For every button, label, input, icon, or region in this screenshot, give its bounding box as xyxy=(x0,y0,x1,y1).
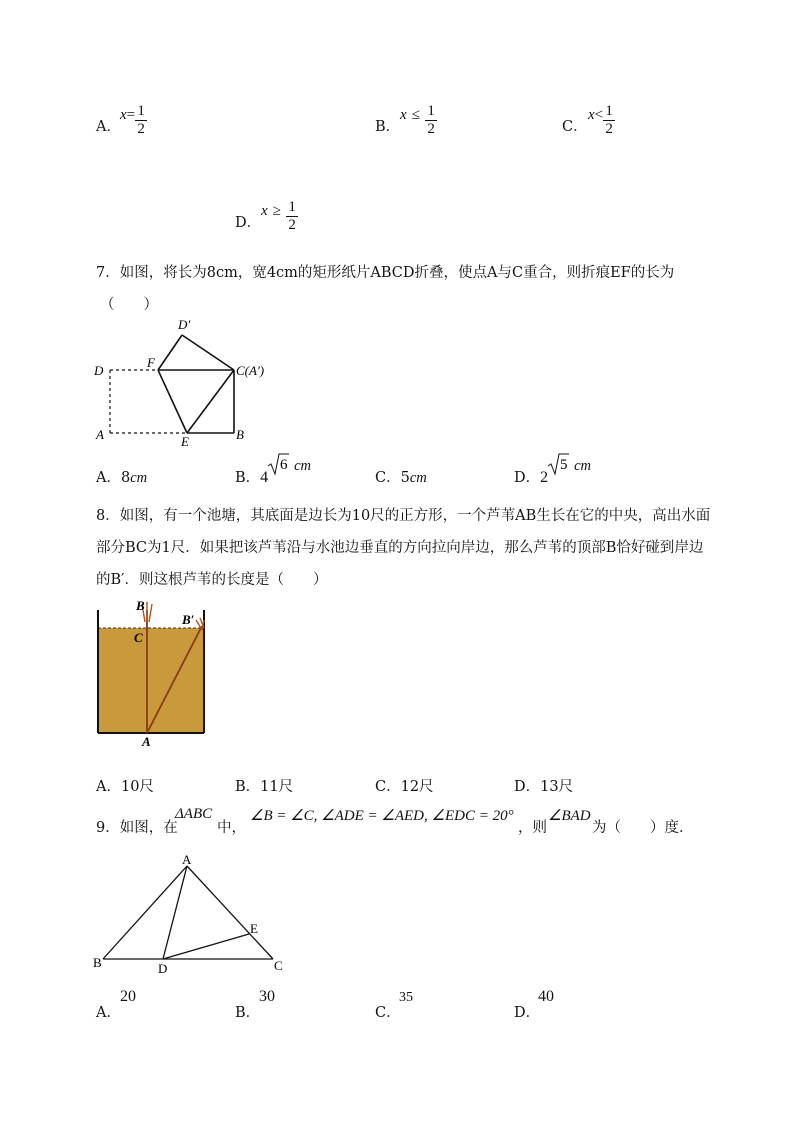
label-d-prime: D′ xyxy=(178,317,191,332)
q8-option-c: C．12尺 xyxy=(375,779,434,795)
label-b: B xyxy=(136,598,145,613)
label-f: F xyxy=(147,355,155,370)
q8-option-d: D．13尺 xyxy=(514,779,574,795)
q7-stem-line2: （ ） xyxy=(100,297,158,313)
q9-then: ，则 xyxy=(518,820,547,836)
q6-option-b-math: x ≤ $\frac{1}{2}$ xyxy=(400,97,437,132)
q6-option-b: B． xyxy=(375,119,401,135)
q6-option-c-math: x< $\frac{1}{2}$ xyxy=(588,97,615,132)
q8-stem-line2: 部分BC为1尺．如果把该芦苇沿与水池边垂直的方向拉向岸边，那么芦苇的顶部B恰好碰到岸边 xyxy=(96,540,704,556)
label-a: A xyxy=(182,852,192,867)
q7-option-b: B．4 xyxy=(235,469,269,486)
q7-figure xyxy=(90,312,290,447)
q7-option-c: C．5cm xyxy=(375,470,427,486)
label-e: E xyxy=(250,921,258,936)
sqrt-icon xyxy=(267,452,289,476)
q9-option-b: B． xyxy=(235,1005,261,1021)
q6-option-d-math: x ≥ $\frac{1}{2}$ xyxy=(261,193,298,228)
q9-option-b-value: 30 xyxy=(259,988,275,1005)
label-b: B xyxy=(93,955,102,970)
seg-ac xyxy=(187,866,273,959)
q6-option-d: D． xyxy=(235,215,262,231)
q9-ask: ∠BAD xyxy=(548,808,591,824)
fig-line-ec xyxy=(187,370,234,433)
label-d: D xyxy=(158,961,168,976)
q9-option-d-value: 40 xyxy=(538,988,554,1005)
q9-triangle-figure xyxy=(90,850,300,978)
q7-stem-line1: 7．如图，将长为8cm，宽4cm的矩形纸片ABCD折叠，使点A与C重合，则折痕EF的长为 xyxy=(96,265,675,281)
pond-water xyxy=(98,628,204,733)
q9-option-c: C． xyxy=(375,1005,401,1021)
q8-option-a: A．10尺 xyxy=(96,779,154,795)
q8-stem-line3: 的B′．则这根芦苇的长度是（ ） xyxy=(96,572,328,588)
option-letter: A． xyxy=(96,119,121,135)
q9-option-c-value: 35 xyxy=(399,990,413,1005)
svg-text:5: 5 xyxy=(560,457,568,473)
q9-conditions: ∠B = ∠C, ∠ADE = ∠AED, ∠EDC = 20° xyxy=(250,808,514,824)
q6-option-a-math: x= $\frac{1}{2}$ xyxy=(120,97,147,132)
label-b: B xyxy=(236,427,244,442)
fig-line-fe xyxy=(158,370,187,433)
label-c: C xyxy=(274,958,283,973)
label-c: C(A′) xyxy=(236,363,265,378)
q7-option-d: D．2 xyxy=(514,469,549,486)
label-d: D xyxy=(94,363,104,378)
seg-de xyxy=(163,934,249,959)
q9-suffix: 为（ ）度． xyxy=(592,820,694,836)
q8-stem-line1: 8．如图，有一个池塘，其底面是边长为10尺的正方形，一个芦苇AB生长在它的中央，高出水面 xyxy=(96,508,711,524)
q6-option-a xyxy=(96,117,121,137)
q8-option-b: B．11尺 xyxy=(235,779,294,795)
q9-triangle: ΔABC xyxy=(175,806,213,822)
label-b-prime: B′ xyxy=(182,612,195,627)
svg-text:6: 6 xyxy=(280,457,288,473)
fig-line-fd xyxy=(158,335,182,370)
q8-pond-figure xyxy=(90,596,220,746)
q9-option-d: D． xyxy=(514,1005,541,1021)
label-a: A xyxy=(96,427,104,442)
label-a: A xyxy=(142,734,151,746)
q9-option-a: A． xyxy=(96,1005,121,1021)
q9-prefix: 9．如图，在 xyxy=(96,820,178,836)
q7-option-b-radical: 6 cm xyxy=(267,452,311,481)
q6-option-c: C． xyxy=(562,119,588,135)
label-c: C xyxy=(134,630,143,645)
q9-mid: 中， xyxy=(217,820,246,836)
q7-option-d-radical: 5 cm xyxy=(547,452,591,481)
q9-option-a-value: 20 xyxy=(120,988,136,1005)
label-e: E xyxy=(181,434,189,447)
fig-line-dc xyxy=(182,335,234,370)
q7-option-a: A．8cm xyxy=(96,470,148,486)
sqrt-icon xyxy=(547,452,569,476)
